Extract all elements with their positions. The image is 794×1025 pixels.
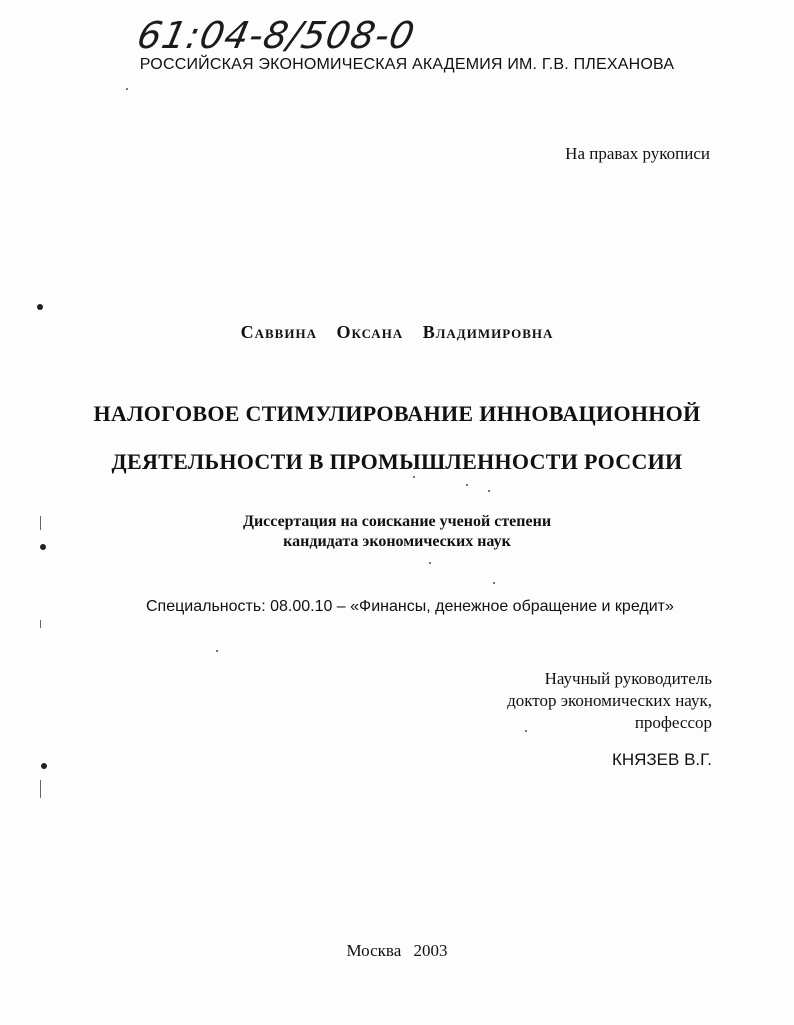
advisor-name: КНЯЗЕВ В.Г. xyxy=(611,750,712,769)
scan-margin-line xyxy=(40,780,41,798)
scan-speck xyxy=(126,88,128,90)
scan-margin-line xyxy=(40,516,41,530)
author-name: Саввина Оксана Владимировна xyxy=(240,322,554,342)
scan-speck xyxy=(488,490,490,492)
city-year: Москва 2003 xyxy=(346,941,448,960)
scan-speck xyxy=(466,484,468,486)
scan-speck xyxy=(413,476,415,478)
scan-speck xyxy=(493,582,495,584)
scan-speck xyxy=(525,730,527,732)
degree-line-2: кандидата экономических наук xyxy=(283,533,511,550)
thesis-title-line-1: НАЛОГОВОЕ СТИМУЛИРОВАНИЕ ИННОВАЦИОННОЙ xyxy=(93,401,701,426)
scan-speck xyxy=(216,650,218,652)
institution-name: РОССИЙСКАЯ ЭКОНОМИЧЕСКАЯ АКАДЕМИЯ ИМ. Г.В. ПЛЕХАНОВА xyxy=(139,56,675,73)
specialty: Специальность: 08.00.10 – «Финансы, денежное обращение и кредит» xyxy=(146,598,674,615)
handwritten-catalog-code: 61:04-8/508-0 xyxy=(133,14,420,57)
scan-hole-mark xyxy=(40,544,46,550)
scan-margin-line xyxy=(40,620,41,628)
advisor-block xyxy=(507,668,712,734)
thesis-title-line-2: ДЕЯТЕЛЬНОСТИ В ПРОМЫШЛЕННОСТИ РОССИИ xyxy=(111,449,683,474)
scan-speck xyxy=(429,562,431,564)
scan-hole-mark xyxy=(41,763,47,769)
advisor-role: Научный руководитель xyxy=(544,669,712,688)
degree-line-1: Диссертация на соискание ученой степени xyxy=(242,513,552,530)
rights-note: На правах рукописи xyxy=(565,144,710,163)
advisor-degree: доктор экономических наук, xyxy=(507,691,712,710)
advisor-rank: профессор xyxy=(634,713,712,732)
scan-hole-mark xyxy=(37,304,43,310)
